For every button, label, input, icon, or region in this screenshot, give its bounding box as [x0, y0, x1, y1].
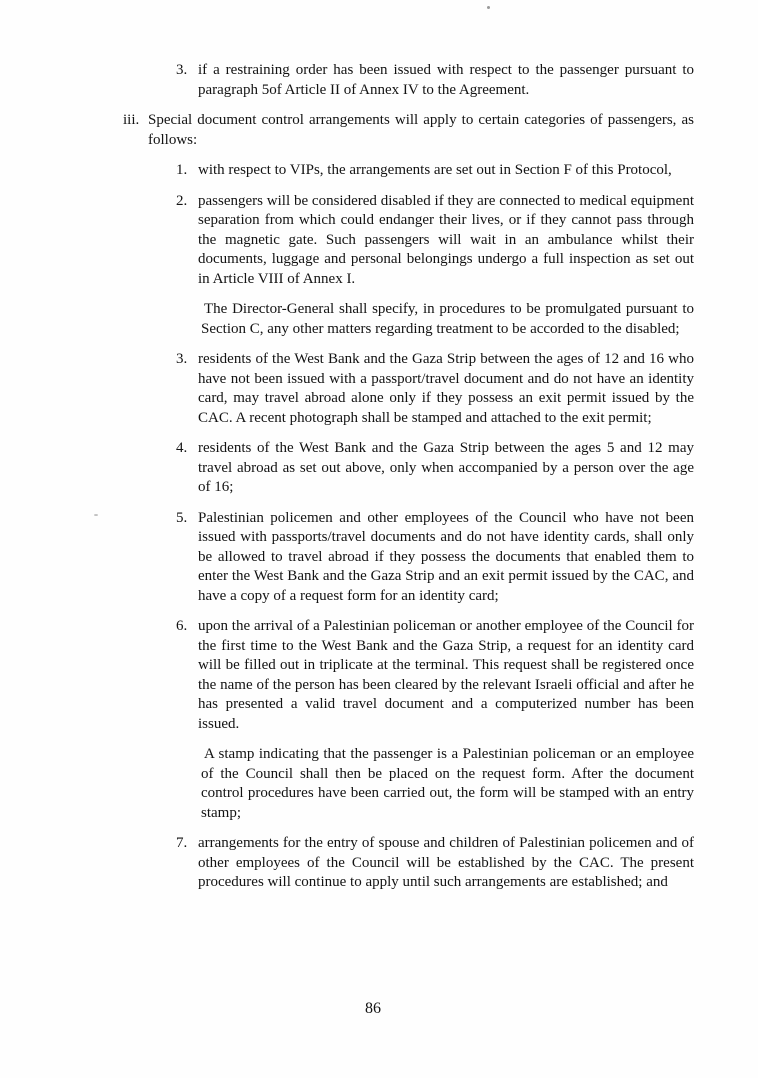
- list-item: [0, 111, 694, 150]
- list-item-number: 4.: [176, 440, 188, 456]
- list-item: [0, 439, 694, 498]
- list-item-number: 3.: [176, 62, 188, 78]
- paragraph-text: passengers will be considered disabled if they are connected to medical equipment separation from which could endanger their lives, or if they cannot pass through the magnetic gate. Such passengers will wait in an ambulance whilst their documents, luggage and personal belongings undergo a full inspection as set out in Article VIII of Annex I.: [198, 192, 694, 287]
- paragraph-text: if a restraining order has been issued with respect to the passenger pursuant to paragraph 5of Article II of Annex IV to the Agreement.: [198, 62, 694, 98]
- paragraph-text: Special document control arrangements will apply to certain categories of passengers, as follows:: [148, 112, 694, 148]
- list-item-number: 5.: [176, 509, 188, 526]
- paragraph-text: arrangements for the entry of spouse and children of Palestinian policemen and of other employees of the Council will be established by the CAC. The present procedures will continue to apply until such arrangements are established; and: [198, 835, 694, 890]
- scan-speck: [487, 6, 490, 9]
- list-item: [0, 192, 694, 290]
- paragraph-text: A stamp indicating that the passenger is a Palestinian policeman or an employee of the Council shall then be placed on the request form. After the document control procedures have been carried out, the form will be stamped with an entry stamp;: [201, 746, 694, 821]
- list-item: [0, 834, 694, 893]
- paragraph-text: Palestinian policemen and other employees of the Council who have not been issued with passports/travel documents and do not have identity cards, shall only be allowed to travel abroad if they possess the documents that enabled them to enter the West Bank and the Gaza Strip and an exit permit issued by the CAC, and have a copy of a request form for an identity card;: [198, 509, 694, 604]
- list-item-number: 1.: [176, 162, 188, 178]
- list-item-number: 7.: [176, 835, 188, 851]
- document-body: [0, 61, 694, 904]
- list-item-number: 6.: [176, 618, 188, 634]
- paragraph-text: The Director-General shall specify, in procedures to be promulgated pursuant to Section C, any other matters regarding treatment to be accorded to the disabled;: [201, 301, 694, 337]
- continuation-paragraph: [0, 300, 694, 339]
- list-item-number: iii.: [123, 112, 140, 128]
- paragraph-text: residents of the West Bank and the Gaza Strip between the ages 5 and 12 may travel abroad as set out above, only when accompanied by a person over the age of 16;: [198, 440, 694, 495]
- paragraph-text: upon the arrival of a Palestinian policeman or another employee of the Council for the first time to the West Bank and the Gaza Strip, a request for an identity card will be filled out in triplicate at the terminal. This request shall be registered once the name of the person has been cleared by the relevant Israeli official and after he has presented a valid travel document and a computerized number has been issued.: [198, 618, 694, 732]
- list-item: [0, 61, 694, 100]
- list-item: [0, 350, 694, 428]
- list-item: [0, 617, 694, 734]
- list-item-number: 3.: [176, 351, 188, 367]
- paragraph-text: with respect to VIPs, the arrangements are set out in Section F of this Protocol,: [198, 162, 672, 178]
- list-item: [0, 509, 694, 607]
- list-item: [0, 161, 694, 181]
- page-number: 86: [365, 1000, 381, 1017]
- paragraph-text: residents of the West Bank and the Gaza Strip between the ages of 12 and 16 who have not been issued with a passport/travel document and do not have an identity card, may travel abroad alone only if they possess an exit permit issued by the CAC. A recent photograph shall be stamped and attached to the exit permit;: [198, 351, 694, 426]
- list-item-number: 2.: [176, 192, 188, 209]
- continuation-paragraph: [0, 745, 694, 823]
